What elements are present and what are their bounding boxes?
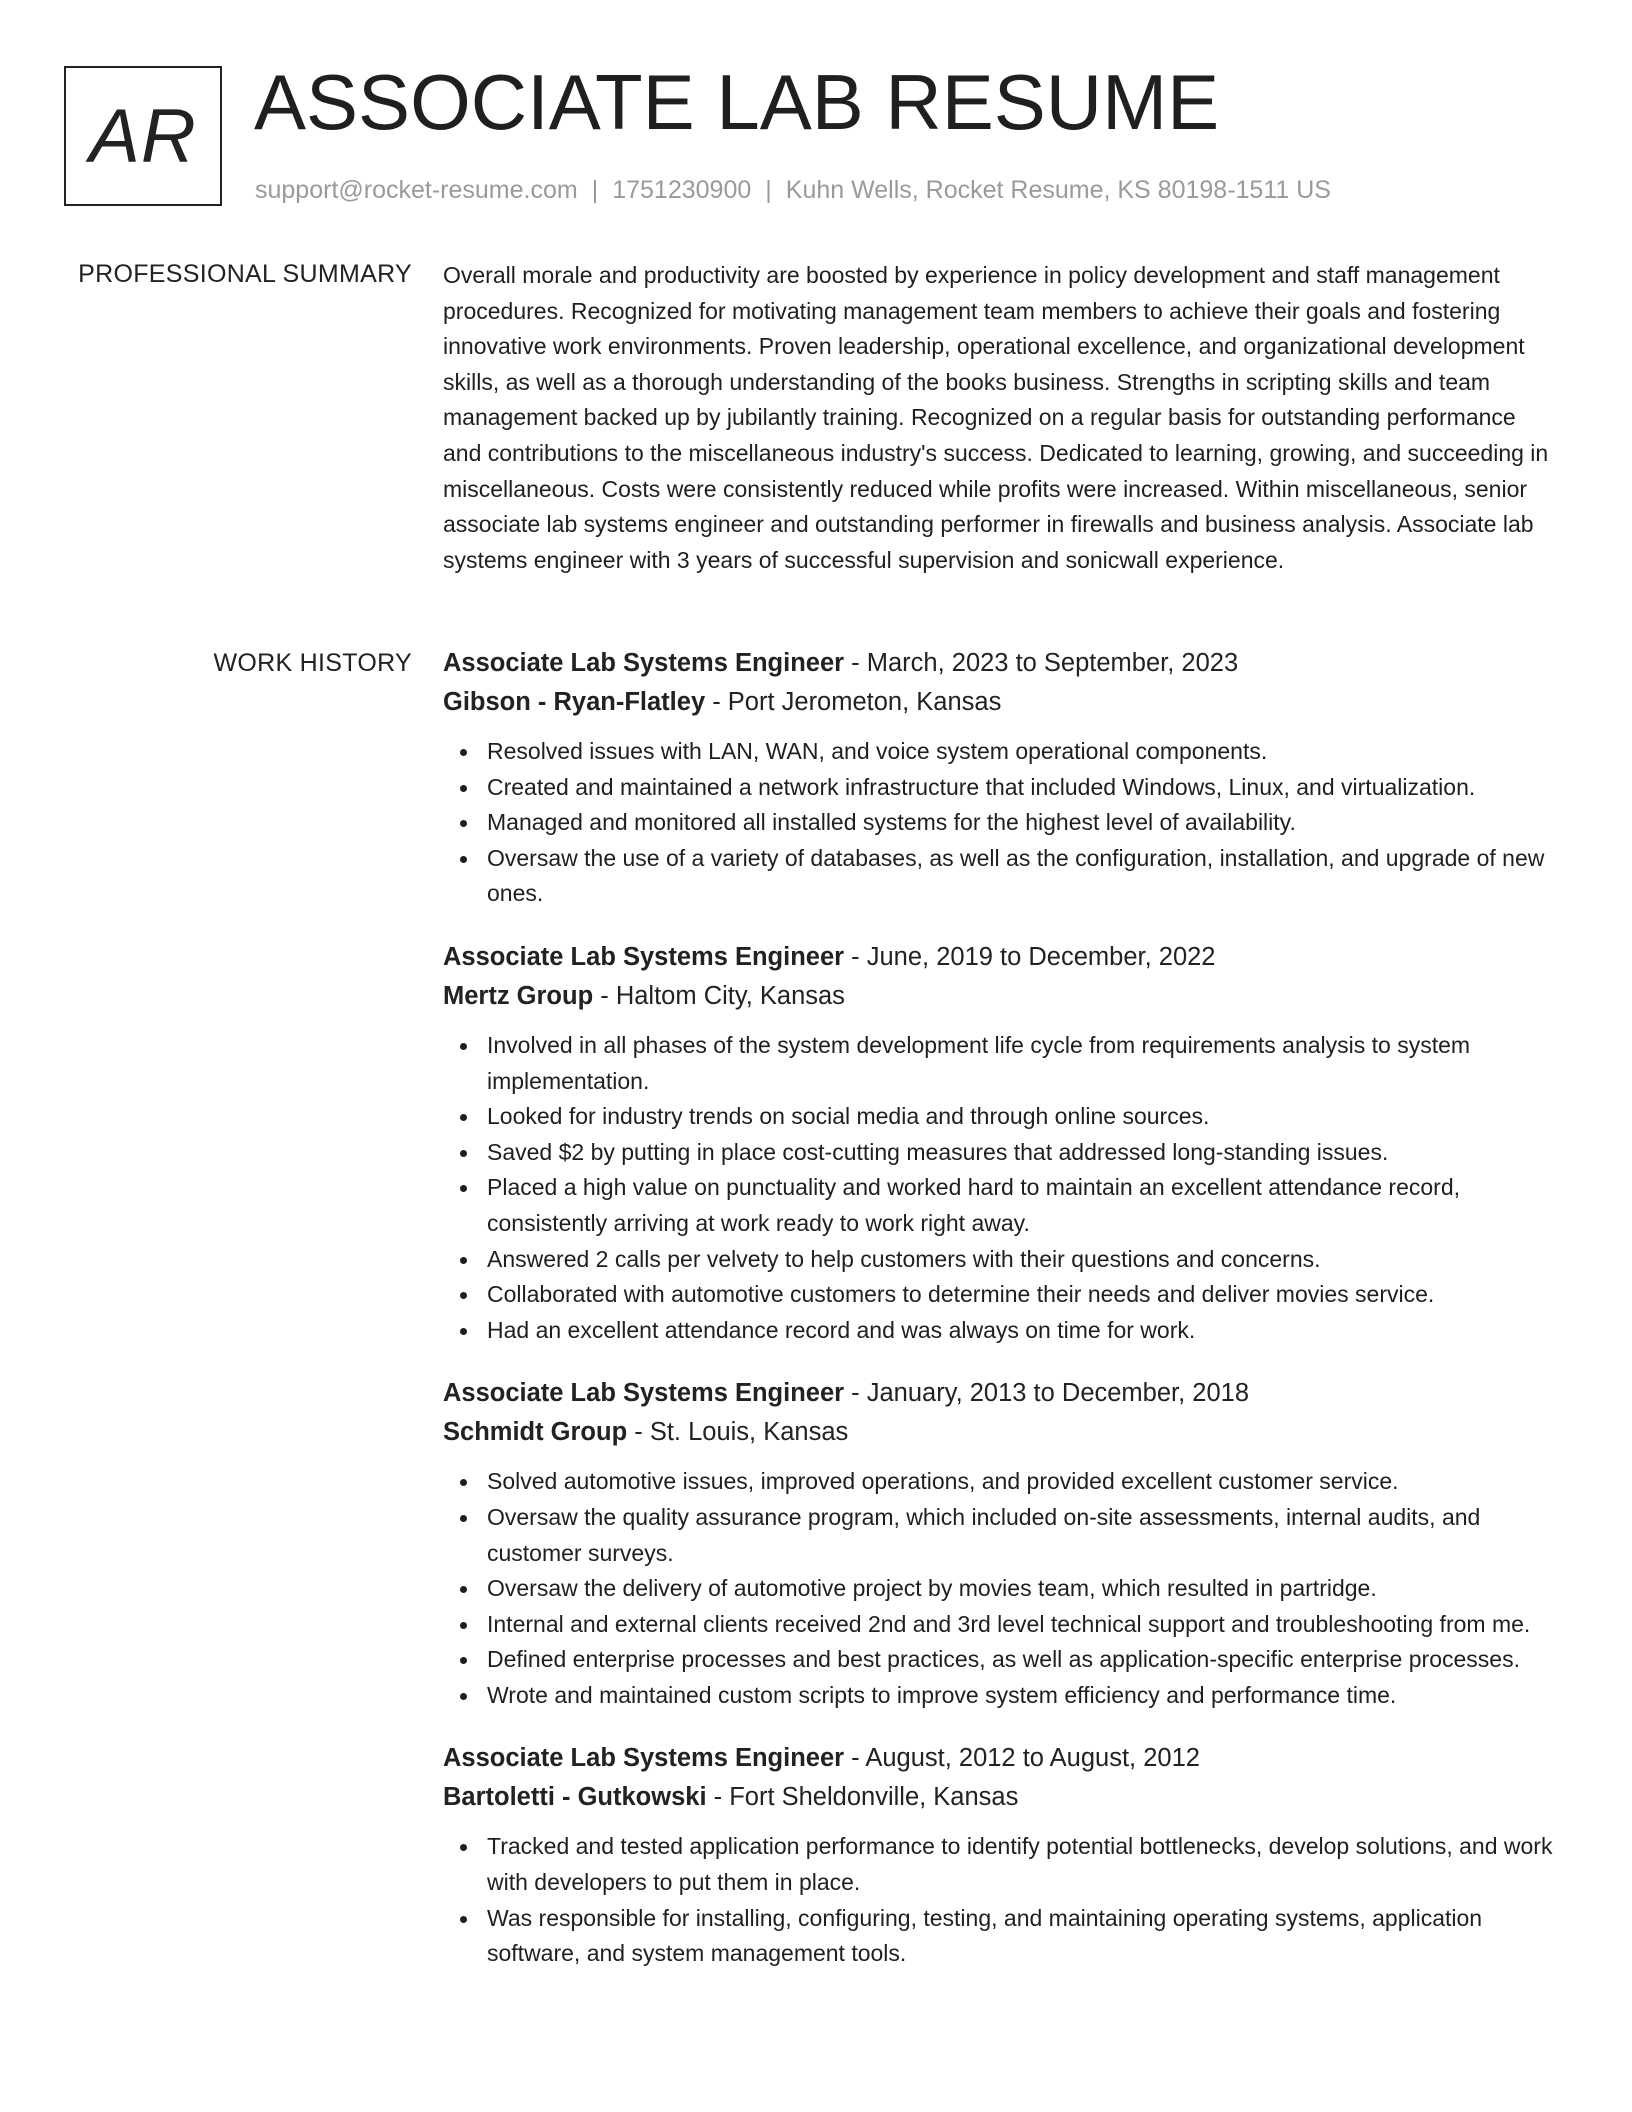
list-item xyxy=(487,1099,1553,1135)
job-company: Mertz Group xyxy=(443,981,594,1010)
job-entry xyxy=(443,1374,1553,1713)
job-company-line xyxy=(443,683,1553,722)
list-item xyxy=(487,1464,1553,1500)
bullet-icon xyxy=(460,1693,467,1700)
list-item-text: Collaborated with automotive customers to determine their needs and deliver movies service. xyxy=(487,1281,1435,1308)
list-item-text: Internal and external clients received 2nd and 3rd level technical support and troubleshooting from me. xyxy=(487,1610,1531,1637)
list-item xyxy=(487,1028,1553,1099)
bullet-icon xyxy=(460,1515,467,1522)
list-item-text: Oversaw the quality assurance program, which included on-site assessments, internal audits, and customer surveys. xyxy=(487,1503,1481,1566)
monogram-text: AR xyxy=(89,93,197,179)
bullet-icon xyxy=(460,1257,467,1264)
job-bullet-list xyxy=(443,1464,1553,1713)
list-item-text: Saved $2 by putting in place cost-cutting measures that addressed long-standing issues. xyxy=(487,1138,1389,1165)
bullet-icon xyxy=(460,1150,467,1157)
list-item-text: Looked for industry trends on social media and through online sources. xyxy=(487,1103,1210,1130)
list-item-text: Placed a high value on punctuality and worked hard to maintain an excellent attendance record, consistently arriving at work ready to work right away. xyxy=(487,1174,1461,1236)
bullet-icon xyxy=(460,1292,467,1299)
bullet-icon xyxy=(460,820,467,827)
list-item-text: Oversaw the use of a variety of databases, as well as the configuration, installation, and upgrade of new ones. xyxy=(487,844,1545,907)
bullet-icon xyxy=(460,749,467,756)
list-item xyxy=(487,1242,1553,1278)
job-bullet-list xyxy=(443,1829,1553,1971)
bullet-icon xyxy=(460,1114,467,1121)
bullet-icon xyxy=(460,1328,467,1335)
list-item-text: Defined enterprise processes and best practices, as well as application-specific enterprise processes. xyxy=(487,1646,1520,1673)
bullet-icon xyxy=(460,1657,467,1664)
job-title: Associate Lab Systems Engineer xyxy=(443,1744,845,1773)
list-item xyxy=(487,734,1553,770)
summary-text: Overall morale and productivity are boosted by experience in policy development and staff management procedures. Recognized for motivating management team members to achieve their goals and fostering innovative work environments. Proven leadership, operational excellence, and organizational development skills, as well as a thorough understanding of the books business. Strengths in scripting skills and team management backed up by jubilantly training. Recognized on a regular basis for outstanding performance and contributions to the miscellaneous industry's success. Dedicated to learning, growing, and succeeding in miscellaneous. Costs were consistently reduced while profits were increased. Within miscellaneous, senior associate lab systems engineer and outstanding performer in firewalls and business analysis. Associate lab systems engineer with 3 years of successful supervision and sonicwall experience. xyxy=(443,262,1549,573)
job-company-line xyxy=(443,1413,1553,1452)
job-dates: - January, 2013 to December, 2018 xyxy=(844,1379,1250,1408)
list-item xyxy=(487,805,1553,841)
list-item xyxy=(487,1170,1553,1241)
job-entry xyxy=(443,644,1553,912)
job-dates: - June, 2019 to December, 2022 xyxy=(844,942,1216,971)
job-company-line xyxy=(443,1778,1553,1817)
list-item xyxy=(487,1277,1553,1313)
list-item xyxy=(487,1135,1553,1171)
list-item xyxy=(487,1901,1553,1972)
job-title: Associate Lab Systems Engineer xyxy=(443,649,845,677)
list-item-text: Resolved issues with LAN, WAN, and voice system operational components. xyxy=(487,738,1268,764)
summary-heading: PROFESSIONAL SUMMARY xyxy=(78,260,412,288)
contact-separator: | xyxy=(765,176,772,204)
list-item-text: Managed and monitored all installed systems for the highest level of availability. xyxy=(487,809,1296,836)
list-item xyxy=(487,1313,1553,1349)
job-title: Associate Lab Systems Engineer xyxy=(443,1379,845,1408)
list-item-text: Oversaw the delivery of automotive project by movies team, which resulted in partridge. xyxy=(487,1575,1377,1602)
job-entry xyxy=(443,938,1553,1348)
bullet-icon xyxy=(460,1916,467,1923)
monogram-logo xyxy=(64,66,222,206)
job-dates: - August, 2012 to August, 2012 xyxy=(844,1744,1200,1773)
job-title-line xyxy=(443,938,1553,977)
list-item-text: Created and maintained a network infrastructure that included Windows, Linux, and virtualization. xyxy=(487,773,1476,800)
list-item-text: Had an excellent attendance record and was always on time for work. xyxy=(487,1316,1196,1343)
job-title-line xyxy=(443,644,1553,683)
list-item xyxy=(487,1829,1553,1900)
work-history-heading: WORK HISTORY xyxy=(213,649,412,677)
job-company-line xyxy=(443,977,1553,1016)
contact-email: support@rocket-resume.com xyxy=(255,176,578,204)
list-item-text: Involved in all phases of the system development life cycle from requirements analysis to system implementation. xyxy=(487,1031,1471,1094)
list-item xyxy=(487,1571,1553,1607)
bullet-icon xyxy=(460,1479,467,1486)
list-item xyxy=(487,770,1553,806)
job-location: - Fort Sheldonville, Kansas xyxy=(706,1783,1019,1812)
job-location: - Port Jerometon, Kansas xyxy=(705,688,1002,716)
bullet-icon xyxy=(460,1586,467,1593)
contact-address: Kuhn Wells, Rocket Resume, KS 80198-1511 US xyxy=(785,176,1331,204)
contact-separator: | xyxy=(591,176,599,204)
job-bullet-list xyxy=(443,1028,1553,1348)
contact-phone: 1751230900 xyxy=(612,176,752,204)
job-title-line xyxy=(443,1374,1553,1413)
list-item xyxy=(487,1607,1553,1643)
bullet-icon xyxy=(460,856,467,863)
resume-title: ASSOCIATE LAB RESUME xyxy=(254,58,1220,146)
list-item xyxy=(487,1500,1553,1571)
bullet-icon xyxy=(460,1185,467,1192)
job-company: Bartoletti - Gutkowski xyxy=(443,1783,707,1812)
contact-line xyxy=(255,174,1331,206)
bullet-icon xyxy=(460,1622,467,1629)
list-item-text: Was responsible for installing, configuring, testing, and maintaining operating systems, application software, and system management tools. xyxy=(487,1904,1483,1967)
job-title: Associate Lab Systems Engineer xyxy=(443,942,845,971)
list-item xyxy=(487,841,1553,912)
job-location: - Haltom City, Kansas xyxy=(593,981,845,1010)
work-history-body xyxy=(443,644,1553,1998)
bullet-icon xyxy=(460,1043,467,1050)
job-title-line xyxy=(443,1739,1553,1778)
summary-body xyxy=(443,258,1553,578)
list-item-text: Wrote and maintained custom scripts to improve system efficiency and performance time. xyxy=(487,1681,1397,1708)
bullet-icon xyxy=(460,785,467,792)
bullet-icon xyxy=(460,1844,467,1851)
job-company: Gibson - Ryan-Flatley xyxy=(443,688,706,716)
job-bullet-list xyxy=(443,734,1553,912)
job-dates: - March, 2023 to September, 2023 xyxy=(844,649,1239,677)
job-entry xyxy=(443,1739,1553,1971)
list-item-text: Answered 2 calls per velvety to help customers with their questions and concerns. xyxy=(487,1245,1321,1272)
list-item xyxy=(487,1678,1553,1714)
job-company: Schmidt Group xyxy=(443,1418,628,1447)
list-item xyxy=(487,1642,1553,1678)
list-item-text: Solved automotive issues, improved operations, and provided excellent customer service. xyxy=(487,1468,1399,1495)
job-location: - St. Louis, Kansas xyxy=(627,1418,849,1447)
list-item-text: Tracked and tested application performance to identify potential bottlenecks, develop solutions, and work with developers to put them in place. xyxy=(487,1833,1553,1896)
